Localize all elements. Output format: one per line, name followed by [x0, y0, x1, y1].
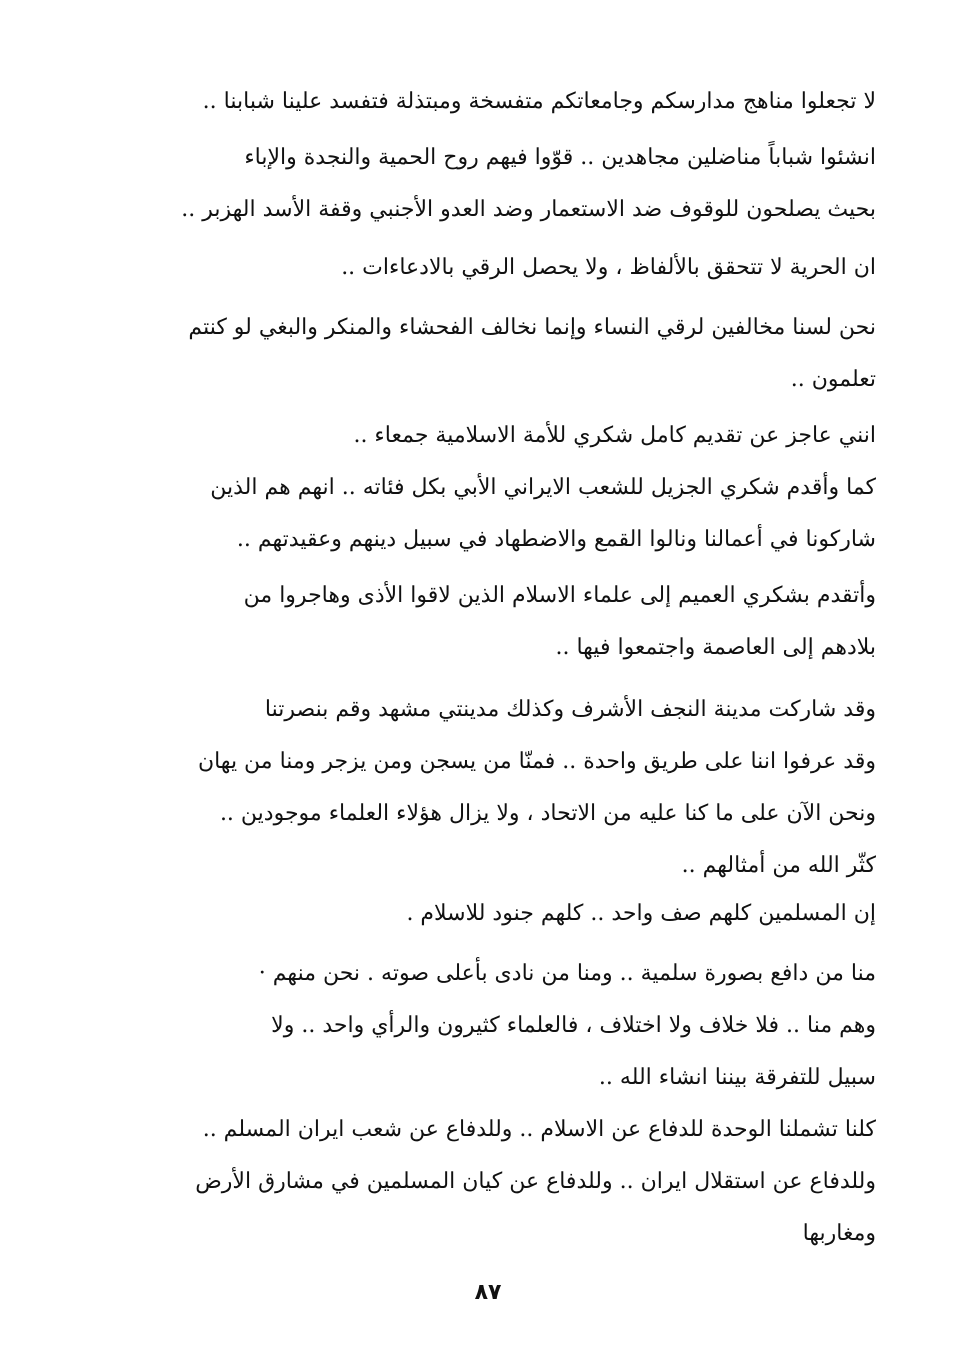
text-line: وهم منا .. فلا خلاف ولا اختلاف ، فالعلماء كثيرون والرأي واحد .. ولا — [271, 1013, 876, 1038]
text-line: ان الحرية لا تتحقق بالألفاظ ، ولا يحصل الرقي بالادعاءات .. — [341, 255, 876, 280]
text-line: انشئوا شباباً مناضلين مجاهدين .. قوّوا فيهم روح الحمية والنجدة والإباء — [244, 145, 876, 170]
text-line: منا من دافع بصورة سلمية .. ومنا من نادى بأعلى صوته . نحن منهم · — [258, 961, 876, 986]
text-line: ومغاربها — [802, 1221, 876, 1246]
paragraph-2 — [100, 132, 876, 236]
text-line: بلادهم إلى العاصمة واجتمعوا فيها .. — [555, 635, 876, 660]
paragraph-8 — [100, 888, 876, 940]
text-line: وللدفاع عن استقلال ايران .. وللدفاع عن كيان المسلمين في مشارق الأرض — [195, 1169, 876, 1194]
paragraph-1 — [100, 76, 876, 128]
text-line: كثّر الله من أمثالهم .. — [681, 853, 876, 878]
text-line: وأتقدم بشكري العميم إلى علماء الاسلام الذين لاقوا الأذى وهاجروا من — [243, 583, 876, 608]
text-line: ونحن الآن على ما كنا عليه من الاتحاد ، ولا يزال هؤلاء العلماء موجودين .. — [219, 801, 876, 826]
text-line: شاركونا في أعمالنا ونالوا القمع والاضطهاد في سبيل دينهم وعقيدتهم .. — [236, 527, 876, 552]
paragraph-4 — [100, 302, 876, 406]
text-line: لا تجعلوا مناهج مدارسكم وجامعاتكم متفسخة ومبتذلة فتفسد علينا شبابنا .. — [202, 89, 876, 114]
paragraph-6 — [100, 570, 876, 674]
page-number: ٨٧ — [474, 1280, 502, 1305]
text-line: انني عاجز عن تقديم كامل شكري للأمة الاسلامية جمعاء .. — [353, 423, 876, 448]
paragraph-7 — [100, 684, 876, 892]
text-line: كلنا تشملنا الوحدة للدفاع عن الاسلام .. وللدفاع عن شعب ايران المسلم .. — [202, 1117, 876, 1142]
text-line: بحيث يصلحون للوقوف ضد الاستعمار وضد العدو الأجنبي وقفة الأسد الهزبر .. — [181, 197, 876, 222]
text-line: وقد عرفوا اننا على طريق واحدة .. فمنّا من يسجن ومن يزجر ومنا من يهان — [197, 749, 876, 774]
text-line: سبيل للتفرقة بيننا انشاء الله .. — [598, 1065, 876, 1090]
paragraph-10 — [100, 1104, 876, 1260]
paragraph-3 — [100, 242, 876, 294]
text-line: تعلمون .. — [790, 367, 876, 392]
text-line: كما وأقدم شكري الجزيل للشعب الايراني الأبي بكل فئاته .. انهم هم الذين — [210, 475, 876, 500]
paragraph-5 — [100, 410, 876, 566]
text-line: وقد شاركت مدينة النجف الأشرف وكذلك مدينتي مشهد وقم بنصرتنا — [264, 697, 876, 722]
text-line: إن المسلمين كلهم صف واحد .. كلهم جنود للاسلام . — [406, 901, 876, 926]
text-line: نحن لسنا مخالفين لرقي النساء وإنما نخالف الفحشاء والمنكر والبغي لو كنتم — [188, 315, 876, 340]
paragraph-9 — [100, 948, 876, 1104]
